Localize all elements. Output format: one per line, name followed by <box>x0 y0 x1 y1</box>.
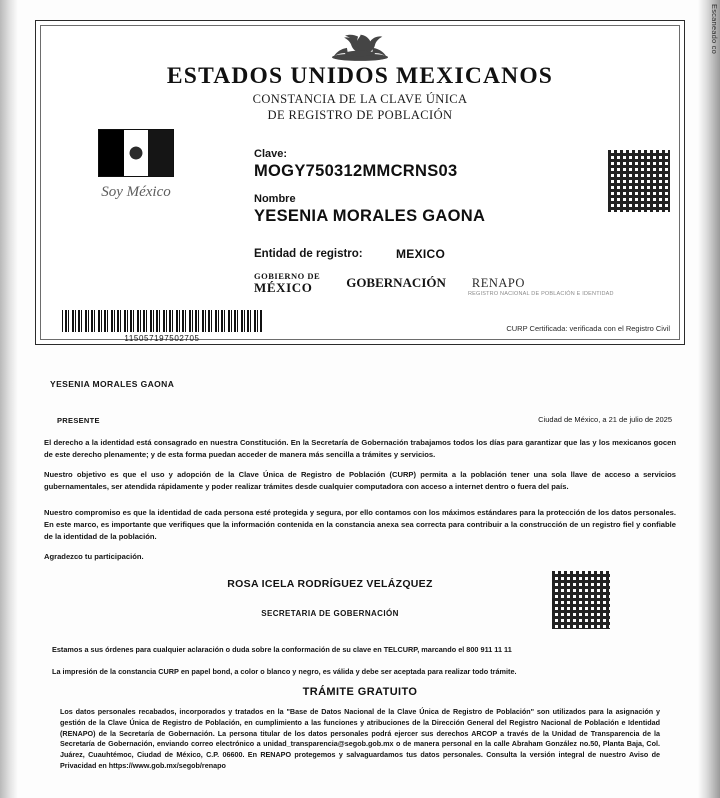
signer-role: SECRETARIA DE GOBERNACIÓN <box>261 609 399 618</box>
letter-paragraph-1: El derecho a la identidad está consagrado en nuestra Constitución. En la Secretaría de Gobernación trabajamos todos los días para garantizar que las y los mexicanos gocen de este derecho plenamente; y de esta forma puedan acceder de manera más sencilla a trámites y servicios. <box>44 438 676 459</box>
nombre-value: YESENIA MORALES GAONA <box>254 207 486 225</box>
renapo-logo-subtitle: REGISTRO NACIONAL DE POBLACIÓN E IDENTIDAD <box>468 291 614 297</box>
gobernacion-logo: GOBERNACIÓN <box>346 275 446 290</box>
letter-paragraph-2: Nuestro objetivo es que el uso y adopción de la Clave Única de Registro de Población (CURP) permita a la población tener una sola llave de acceso a servicios gubernamentales, ser atendida rápidamente y poder realizar trámites desde cualquier computadora con acceso a internet dentro o fuera del país. <box>44 470 676 491</box>
nombre-label: Nombre <box>254 193 296 205</box>
letter-addressee: YESENIA MORALES GAONA <box>50 379 175 389</box>
certificate-title: ESTADOS UNIDOS MEXICANOS <box>166 63 554 89</box>
entidad-registro-label: Entidad de registro: <box>254 248 363 260</box>
clave-value: MOGY750312MMCRNS03 <box>254 162 458 180</box>
certificate-subtitle-line2: DE REGISTRO DE POBLACIÓN <box>267 108 453 122</box>
gobierno-logo-line1: GOBIERNO DE <box>254 271 321 282</box>
soy-mexico-caption: Soy México <box>101 184 171 200</box>
renapo-logo: RENAPO <box>471 275 525 290</box>
letter-city-date: Ciudad de México, a 21 de julio de 2025 <box>538 415 672 424</box>
contact-line: Estamos a sus órdenes para cualquier aclaración o duda sobre la conformación de su clave en TELCURP, marcando el 800 911 11 11 <box>52 645 512 654</box>
curp-certificada-note: CURP Certificada: verificada con el Registro Civil <box>506 324 670 333</box>
tramite-gratuito-heading: TRÁMITE GRATUITO <box>302 686 418 698</box>
privacy-notice: Los datos personales recabados, incorporados y tratados en la "Base de Datos Nacional de la Clave Única de Registro de Población" son utilizados para la asignación y gestión de la Clave Única de Registro de Población, en cumplimiento a las funciones y atribuciones de la Dirección General del Registro Nacional de Población e Identidad (RENAPO) de la Secretaría de Gobernación. La persona titular de los datos personales podrá ejercer sus derechos ARCOP a través de la Unidad de Transparencia de la Secretaría de Gobernación, enviando correo electrónico a unidad_transparencia@segob.gob.mx o de manera personal en la calle Abraham González no.50, Planta Baja, Col. Juárez, Cuauhtémoc, Ciudad de México, C.P. 06600. En RENAPO protegemos y salvaguardamos tus datos personales. Consulta la versión integral de nuestro Aviso de Privacidad en https://www.gob.mx/segob/renapo <box>60 707 660 770</box>
letter-paragraph-4: Agradezco tu participación. <box>44 552 144 561</box>
entidad-registro-value: MEXICO <box>396 247 446 261</box>
signer-name: ROSA ICELA RODRÍGUEZ VELÁZQUEZ <box>227 578 433 590</box>
letter-presente: PRESENTE <box>57 416 100 425</box>
clave-label: Clave: <box>254 148 288 160</box>
barcode-number: 115057197502705 <box>124 334 200 343</box>
qr-code-icon <box>552 571 610 629</box>
letter-paragraph-3: Nuestro compromiso es que la identidad de cada persona esté protegida y segura, por ello contamos con los máximos estándares para la protección de los datos personales. En este marco, es importante que verifiques que la información contenida en la constancia anexa sea correcta para contribuir a la construcción de un registro fiel y confiable de la identidad de la población. <box>44 508 676 541</box>
gobierno-logo-line2: MÉXICO <box>254 279 313 295</box>
print-validity-line: La impresión de la constancia CURP en papel bond, a color o blanco y negro, es válida y debe ser aceptada para realizar todo trámite. <box>52 667 517 676</box>
certificate-subtitle-line1: CONSTANCIA DE LA CLAVE ÚNICA <box>252 92 468 106</box>
scan-watermark-text: Escaneado co <box>710 4 719 54</box>
